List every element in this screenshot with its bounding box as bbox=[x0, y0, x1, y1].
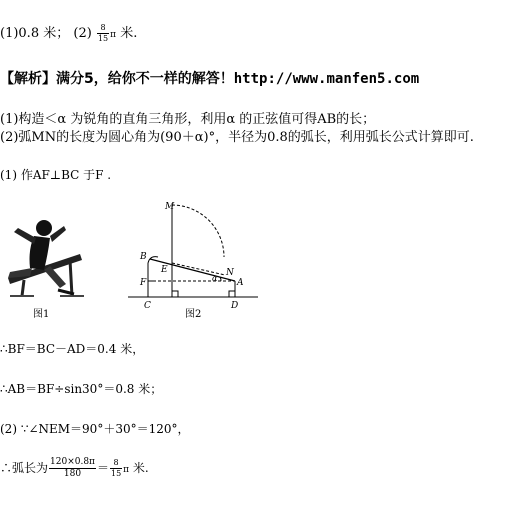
label-D: D bbox=[231, 301, 239, 311]
arc-frac-num: 120×0.8π bbox=[50, 457, 95, 467]
arc-fraction bbox=[49, 458, 96, 479]
figure2-caption: 图2 bbox=[185, 309, 202, 320]
label-F: F bbox=[140, 278, 147, 288]
analysis-line-2: (2)弧MN的长度为圆心角为(90＋α)°，半径为0.8的弧长，利用弧长公式计算即可. bbox=[0, 130, 474, 145]
answer-pi: π bbox=[110, 30, 117, 40]
banner-url[interactable]: http://www.manfen5.com bbox=[233, 71, 420, 87]
answer-part2-prefix: (2) bbox=[73, 26, 92, 41]
banner bbox=[0, 68, 419, 88]
analysis-line-1: (1)构造＜α 为锐角的直角三角形，利用α 的正弦值可得AB的长； bbox=[0, 112, 376, 127]
arc-res-num: 8 bbox=[113, 458, 119, 467]
arc-pi: π bbox=[123, 465, 130, 475]
arc-unit: 米. bbox=[129, 461, 149, 475]
label-N: N bbox=[226, 268, 234, 278]
answer-part1: (1)0.8 米； bbox=[0, 26, 70, 41]
answer-line bbox=[0, 22, 137, 43]
label-C: C bbox=[144, 301, 151, 311]
answer-frac-num: 8 bbox=[100, 23, 106, 32]
label-A: A bbox=[237, 278, 244, 288]
arc-prefix: ∴弧长为 bbox=[0, 461, 49, 475]
figure-area bbox=[0, 193, 260, 321]
ab-line: ∴AB＝BF÷sin30°＝0.8 米； bbox=[0, 382, 163, 396]
label-M: M bbox=[165, 202, 175, 212]
figure1-caption: 图1 bbox=[33, 309, 50, 320]
label-B: B bbox=[140, 252, 147, 262]
arc-length-line bbox=[0, 458, 149, 479]
figure1-illustration bbox=[0, 198, 90, 308]
label-alpha: α bbox=[212, 274, 218, 283]
arc-frac-den: 180 bbox=[49, 468, 96, 479]
banner-title: 【解析】满分5，给你不一样的解答！ bbox=[0, 71, 234, 87]
arc-result-fraction bbox=[110, 459, 122, 478]
angle-line: (2) ∵∠NEM＝90°＋30°＝120°， bbox=[0, 422, 190, 436]
answer-unit: 米. bbox=[120, 26, 138, 41]
figure2-diagram bbox=[128, 193, 278, 318]
label-E: E bbox=[161, 265, 168, 275]
arc-equals: ＝ bbox=[96, 461, 109, 475]
answer-frac-den: 15 bbox=[97, 34, 109, 43]
bf-line: ∴BF＝BC－AD＝0.4 米， bbox=[0, 342, 145, 356]
arc-res-den: 15 bbox=[110, 469, 122, 478]
solution-step1: (1) 作AF⊥BC 于F . bbox=[0, 168, 112, 182]
answer-fraction bbox=[97, 24, 109, 43]
